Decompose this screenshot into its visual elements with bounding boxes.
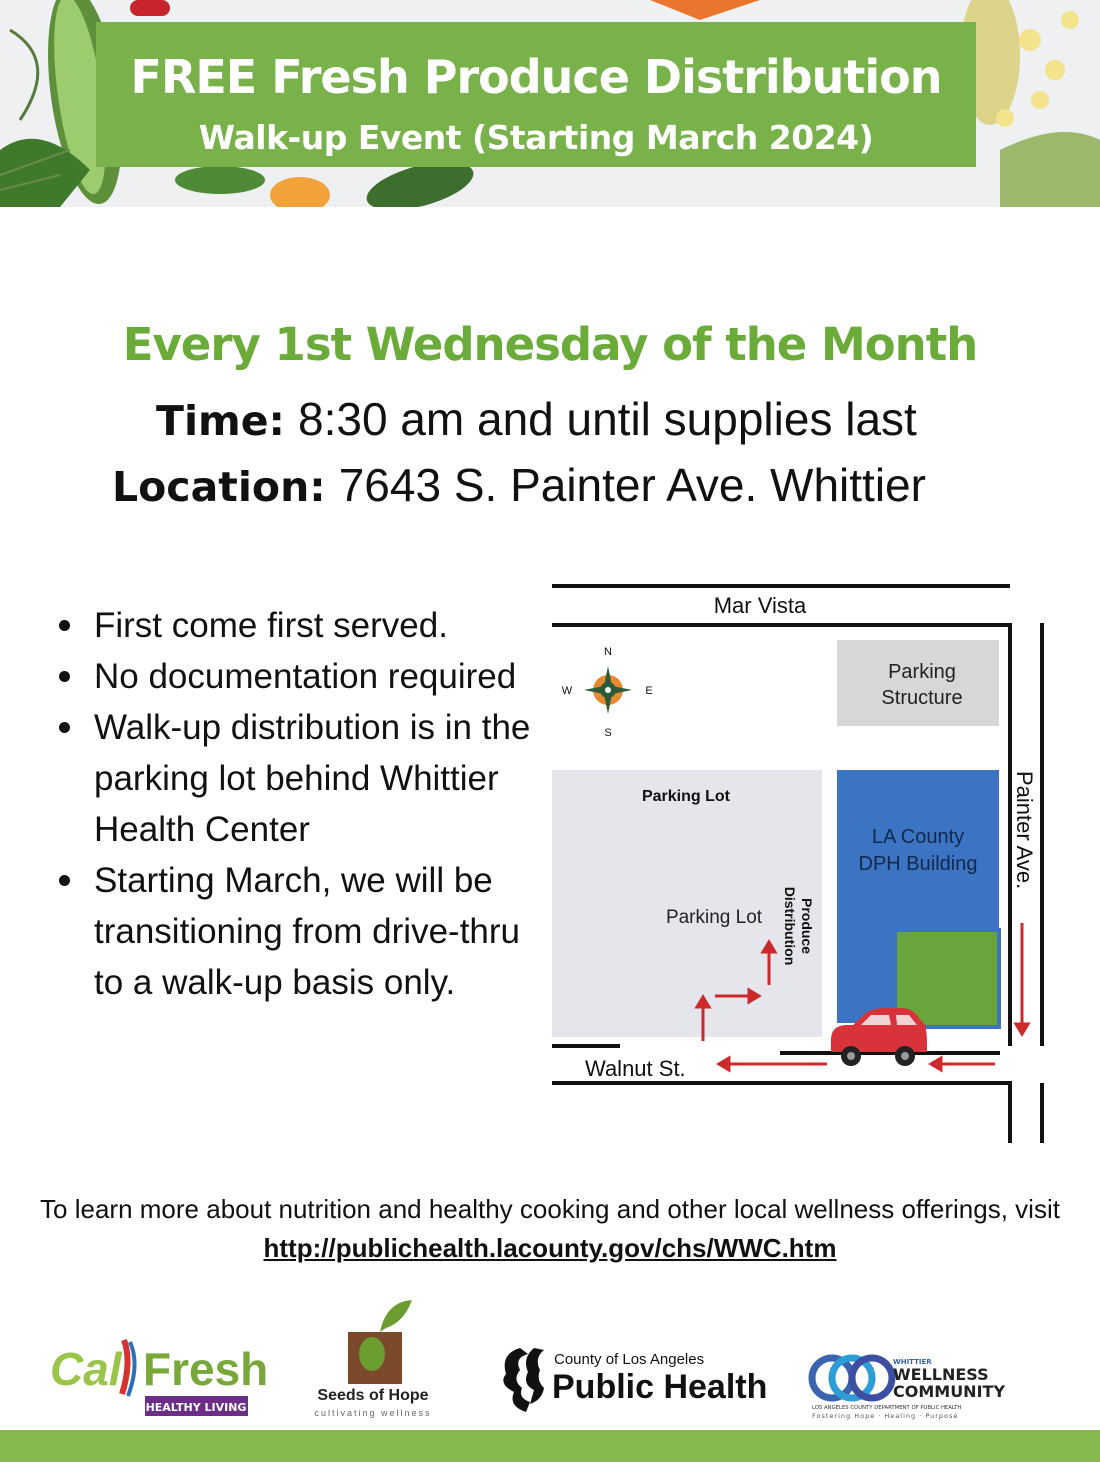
svg-text:Cal: Cal — [50, 1343, 122, 1395]
sponsor-logos — [0, 1292, 1100, 1422]
event-title: FREE Fresh Produce Distribution — [130, 50, 942, 104]
parking-structure — [837, 640, 999, 726]
parking-lot — [552, 770, 822, 1037]
dph-building-label: DPH Building — [858, 853, 978, 875]
street-label-walnut: Walnut St. — [585, 1056, 686, 1081]
parking-structure-label: Structure — [881, 687, 963, 709]
wwc-link[interactable]: http://publichealth.lacounty.gov/chs/WWC.htm — [263, 1233, 837, 1263]
header-banner — [0, 0, 1100, 207]
produce-distribution-label: Produce — [799, 897, 815, 955]
dph-building-label: LA County — [871, 826, 965, 848]
svg-text:WELLNESS: WELLNESS — [893, 1365, 989, 1384]
svg-text:COMMUNITY: COMMUNITY — [893, 1382, 1006, 1401]
svg-text:WHITTIER: WHITTIER — [893, 1358, 932, 1366]
location-value: 7643 S. Painter Ave. Whittier — [338, 459, 926, 511]
time-line — [156, 392, 917, 446]
svg-text:Seeds of Hope: Seeds of Hope — [317, 1387, 429, 1404]
title-box — [96, 22, 976, 167]
schedule-heading: Every 1st Wednesday of the Month — [122, 318, 978, 371]
footer-text — [0, 1190, 1100, 1268]
svg-text:Public Health: Public Health — [552, 1368, 768, 1406]
calfresh-logo — [50, 1340, 268, 1416]
parking-lot-bold-label: Parking Lot — [641, 788, 731, 805]
event-subtitle: Walk-up Event (Starting March 2024) — [198, 118, 874, 157]
location-line — [112, 458, 926, 512]
parking-structure-label: Parking — [888, 661, 956, 683]
footer-description: To learn more about nutrition and healthy cooking and other local wellness offerings, visit — [40, 1194, 1060, 1224]
public-health-logo — [503, 1348, 767, 1412]
compass-n-label: N — [604, 646, 612, 658]
produce-distribution-label: Distribution — [782, 886, 798, 966]
svg-text:Fresh: Fresh — [143, 1343, 269, 1395]
street-label-painter: Painter Ave. — [1012, 771, 1037, 890]
location-label: Location: — [112, 463, 326, 511]
time-label: Time: — [156, 397, 285, 445]
time-value: 8:30 am and until supplies last — [298, 393, 917, 445]
list-item: Starting March, we will be transitioning from drive-thru to a walk-up basis only. — [55, 855, 545, 1008]
compass-w-label: W — [561, 685, 573, 697]
list-item: Walk-up distribution is in the parking lot behind Whittier Health Center — [55, 702, 545, 855]
compass-icon — [562, 646, 653, 739]
svg-text:cultivating wellness: cultivating wellness — [314, 1408, 432, 1418]
street-label-mar-vista: Mar Vista — [713, 593, 807, 618]
compass-e-label: E — [645, 685, 653, 697]
dph-building — [837, 770, 999, 930]
svg-text:HEALTHY LIVING: HEALTHY LIVING — [145, 1401, 247, 1414]
compass-s-label: S — [604, 727, 612, 739]
svg-text:Fostering Hope · Healing · Pur: Fostering Hope · Healing · Purpose — [812, 1412, 959, 1420]
list-item: First come first served. — [55, 600, 545, 651]
info-list — [55, 600, 545, 1008]
seeds-of-hope-logo — [314, 1300, 431, 1418]
parking-lot-label: Parking Lot — [665, 907, 763, 928]
bottom-bar — [0, 1430, 1100, 1462]
location-map — [545, 578, 1055, 1148]
list-item: No documentation required — [55, 651, 545, 702]
wellness-community-logo — [812, 1358, 1005, 1420]
svg-text:County of Los Angeles: County of Los Angeles — [554, 1351, 705, 1368]
svg-text:LOS ANGELES COUNTY DEPARTMENT: LOS ANGELES COUNTY DEPARTMENT OF PUBLIC HEALTH — [812, 1405, 962, 1411]
